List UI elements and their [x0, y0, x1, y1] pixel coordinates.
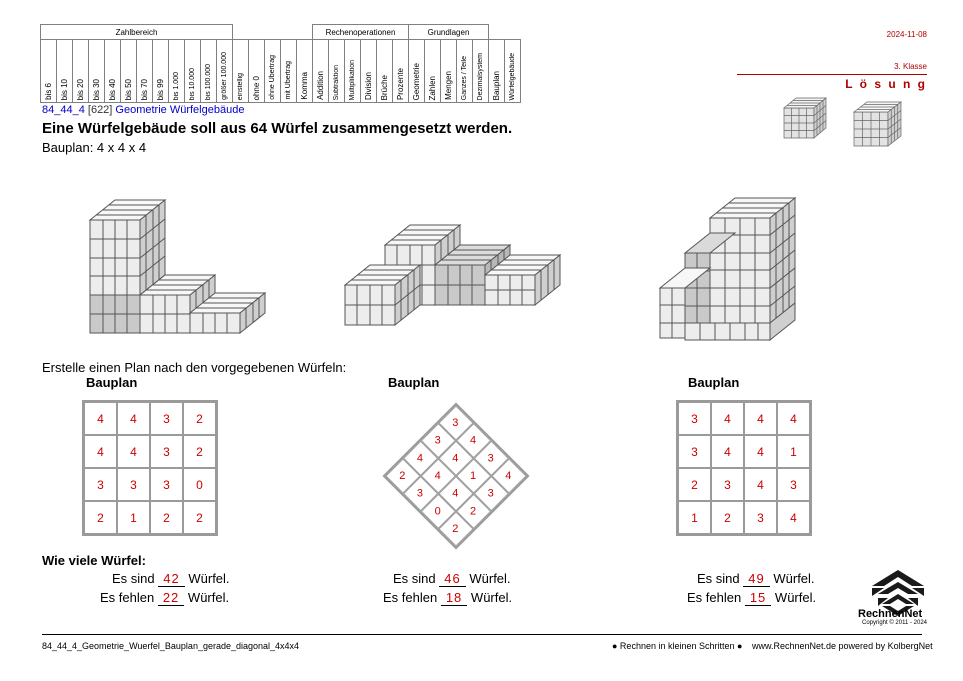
grid2-cell-1[interactable]: 4: [456, 423, 491, 458]
grid3-cell-1-1[interactable]: 4: [711, 435, 744, 468]
grid3-cell-3-1[interactable]: 2: [711, 501, 744, 534]
cat-col-1[interactable]: bis 10: [57, 40, 73, 103]
cat-col-0[interactable]: bis 6: [41, 40, 57, 103]
answer-count-3-suffix: Würfel.: [773, 571, 815, 586]
question-label: Wie viele Würfel:: [42, 553, 146, 568]
bauplan-title-3: Bauplan: [688, 375, 740, 390]
cat-col-22[interactable]: Prozente: [393, 40, 409, 103]
bauplan-grid-1[interactable]: [82, 400, 218, 536]
worksheet-code-line: [42, 104, 244, 116]
cat-col-17[interactable]: Addition: [313, 40, 329, 103]
cat-col-27[interactable]: Dezimalsystem: [473, 40, 489, 103]
group-zahlbereich: Zahlbereich: [41, 25, 233, 40]
grid3-cell-1-0[interactable]: 3: [678, 435, 711, 468]
grid3-cell-0-0[interactable]: 3: [678, 402, 711, 435]
grid3-cell-3-3[interactable]: 4: [777, 501, 810, 534]
cat-col-28-bauplan[interactable]: Bauplan: [489, 40, 505, 103]
grid1-cell-1-0[interactable]: 4: [84, 435, 117, 468]
grid1-cell-1-3[interactable]: 2: [183, 435, 216, 468]
grid1-cell-3-2[interactable]: 2: [150, 501, 183, 534]
footer-divider: [42, 634, 922, 635]
class-level: 3. Klasse: [894, 62, 927, 71]
grid3-cell-2-3[interactable]: 3: [777, 468, 810, 501]
grid2-cell-2[interactable]: 3: [474, 441, 509, 476]
grid1-cell-3-3[interactable]: 2: [183, 501, 216, 534]
grid3-cell-0-1[interactable]: 4: [711, 402, 744, 435]
answer-missing-2-suffix: Würfel.: [470, 590, 513, 605]
footer-slogan: ● Rechnen in kleinen Schritten ●: [612, 641, 743, 651]
cat-col-19[interactable]: Multiplikation: [345, 40, 361, 103]
grid2-cell-7[interactable]: 3: [474, 476, 509, 511]
answer-missing-1-prefix: Es fehlen: [100, 590, 155, 605]
answer-missing-1-suffix: Würfel.: [187, 590, 230, 605]
header-divider: [737, 74, 927, 75]
group-spacer-3: [489, 25, 505, 40]
worksheet-code: 84_44_4: [42, 104, 85, 116]
grid1-cell-0-3[interactable]: 2: [183, 402, 216, 435]
grid1-cell-2-3[interactable]: 0: [183, 468, 216, 501]
page-title: Eine Würfelgebäude soll aus 64 Würfel zusammengesetzt werden.: [42, 120, 513, 137]
cat-col-25[interactable]: Mengen: [441, 40, 457, 103]
grid3-cell-1-2[interactable]: 4: [744, 435, 777, 468]
grid1-cell-0-1[interactable]: 4: [117, 402, 150, 435]
cat-col-9[interactable]: bis 10.000: [185, 40, 201, 103]
cat-col-24[interactable]: Zahlen: [425, 40, 441, 103]
answer-missing-3-prefix: Es fehlen: [687, 590, 742, 605]
instruction-text: Erstelle einen Plan nach den vorgegebenen Würfeln:: [42, 360, 347, 375]
grid2-cell-15[interactable]: 2: [438, 511, 473, 546]
cat-col-11[interactable]: größer 100.000: [217, 40, 233, 103]
group-grundlagen: Grundlagen: [409, 25, 489, 40]
cat-col-29-wuerfelgebaeude[interactable]: Würfelgebäude: [505, 40, 521, 103]
cat-col-5[interactable]: bis 50: [121, 40, 137, 103]
cat-col-8[interactable]: bis 1.000: [169, 40, 185, 103]
bauplan-grid-3[interactable]: [676, 400, 812, 536]
answer-count-2-prefix: Es sind: [393, 571, 436, 586]
grid3-cell-3-0[interactable]: 1: [678, 501, 711, 534]
bauplan-grid-2[interactable]: [382, 402, 529, 549]
group-spacer-1: [233, 25, 249, 40]
answer-missing-2-value[interactable]: 18: [441, 590, 467, 606]
answer-missing-3-value[interactable]: 15: [745, 590, 771, 606]
grid2-cell-13[interactable]: 3: [403, 476, 438, 511]
grid3-cell-0-3[interactable]: 4: [777, 402, 810, 435]
answer-count-2-suffix: Würfel.: [469, 571, 511, 586]
grid3-cell-3-2[interactable]: 3: [744, 501, 777, 534]
worksheet-bracket: [622]: [87, 104, 113, 116]
cat-col-26[interactable]: Ganzes / Teile: [457, 40, 473, 103]
mini-cube-illustrations: [780, 88, 940, 150]
answer-count-1-prefix: Es sind: [112, 571, 155, 586]
answer-missing-1: [100, 590, 229, 605]
bauplan-title-2: Bauplan: [388, 375, 440, 390]
cat-col-4[interactable]: bis 40: [105, 40, 121, 103]
footer-filename: 84_44_4_Geometrie_Wuerfel_Bauplan_gerade_diagonal_4x4x4: [42, 641, 300, 651]
bauplan-title-1: Bauplan: [86, 375, 138, 390]
grid1-cell-0-0[interactable]: 4: [84, 402, 117, 435]
grid1-cell-3-0[interactable]: 2: [84, 501, 117, 534]
grid3-cell-1-3[interactable]: 1: [777, 435, 810, 468]
grid1-cell-0-2[interactable]: 3: [150, 402, 183, 435]
answer-missing-3: [687, 590, 816, 605]
answer-count-1-suffix: Würfel.: [188, 571, 230, 586]
cat-col-16[interactable]: Komma: [297, 40, 313, 103]
cat-col-2[interactable]: bis 20: [73, 40, 89, 103]
answer-count-1: [112, 571, 230, 586]
answer-count-2-value[interactable]: 46: [439, 571, 465, 587]
bauplan-dimensions: Bauplan: 4 x 4 x 4: [42, 140, 147, 155]
grid2-cell-9[interactable]: 4: [421, 458, 456, 493]
grid2-cell-14[interactable]: 0: [421, 494, 456, 529]
grid3-cell-0-2[interactable]: 4: [744, 402, 777, 435]
grid1-cell-1-2[interactable]: 3: [150, 435, 183, 468]
grid2-cell-10[interactable]: 4: [438, 476, 473, 511]
cat-col-18[interactable]: Subtraktion: [329, 40, 345, 103]
answer-count-1-value[interactable]: 42: [158, 571, 184, 587]
cat-col-21[interactable]: Brüche: [377, 40, 393, 103]
solution-badge: L ö s u n g: [845, 77, 927, 91]
grid2-cell-8[interactable]: 4: [403, 441, 438, 476]
cat-col-13[interactable]: ohne 0: [249, 40, 265, 103]
grid1-cell-2-2[interactable]: 3: [150, 468, 183, 501]
grid1-cell-3-1[interactable]: 1: [117, 501, 150, 534]
group-spacer-2: [249, 25, 313, 40]
logo-copyright: Copyright © 2011 - 2024: [862, 620, 928, 626]
grid1-cell-2-1[interactable]: 3: [117, 468, 150, 501]
grid1-cell-2-0[interactable]: 3: [84, 468, 117, 501]
cat-col-6[interactable]: bis 70: [137, 40, 153, 103]
grid2-cell-11[interactable]: 2: [456, 494, 491, 529]
answer-count-3-value[interactable]: 49: [743, 571, 769, 587]
cube-building-1: [55, 165, 305, 355]
answer-missing-2-prefix: Es fehlen: [383, 590, 438, 605]
cube-building-2: [335, 180, 575, 345]
answer-missing-1-value[interactable]: 22: [158, 590, 184, 606]
cube-building-3: [650, 168, 870, 358]
cat-col-3[interactable]: bis 30: [89, 40, 105, 103]
grid2-cell-3[interactable]: 4: [491, 458, 526, 493]
cat-col-23-geometrie[interactable]: Geometrie: [409, 40, 425, 103]
grid2-cell-12[interactable]: 2: [385, 458, 420, 493]
category-group-row: [41, 25, 521, 40]
worksheet-topic: Geometrie Würfelgebäude: [115, 104, 245, 116]
cat-col-7[interactable]: bis 99: [153, 40, 169, 103]
grid1-cell-1-1[interactable]: 4: [117, 435, 150, 468]
category-table: [40, 24, 521, 103]
document-date: 2024-11-08: [886, 30, 927, 39]
group-rechenoperationen: Rechenoperationen: [313, 25, 409, 40]
cat-col-10[interactable]: bis 100.000: [201, 40, 217, 103]
grid2-cell-4[interactable]: 3: [421, 423, 456, 458]
answer-count-2: [393, 571, 511, 586]
cat-col-15[interactable]: mit Übertrag: [281, 40, 297, 103]
answer-count-3: [697, 571, 815, 586]
cat-col-20[interactable]: Division: [361, 40, 377, 103]
grid3-cell-2-1[interactable]: 3: [711, 468, 744, 501]
cat-col-14[interactable]: ohne Übertrag: [265, 40, 281, 103]
logo-wordmark: RechnenNet: [858, 608, 923, 620]
category-cell-row: [41, 40, 521, 103]
answer-missing-2: [383, 590, 512, 605]
grid2-cell-5[interactable]: 4: [438, 441, 473, 476]
grid3-cell-2-0[interactable]: 2: [678, 468, 711, 501]
footer-website: www.RechnenNet.de powered by KolbergNet: [752, 641, 933, 651]
grid2-cell-0[interactable]: 3: [438, 405, 473, 440]
answer-count-3-prefix: Es sind: [697, 571, 740, 586]
cat-col-12[interactable]: einstellig: [233, 40, 249, 103]
answer-missing-3-suffix: Würfel.: [774, 590, 817, 605]
grid3-cell-2-2[interactable]: 4: [744, 468, 777, 501]
grid2-cell-6[interactable]: 1: [456, 458, 491, 493]
bauplan-grid-2-wrapper: [384, 404, 524, 544]
